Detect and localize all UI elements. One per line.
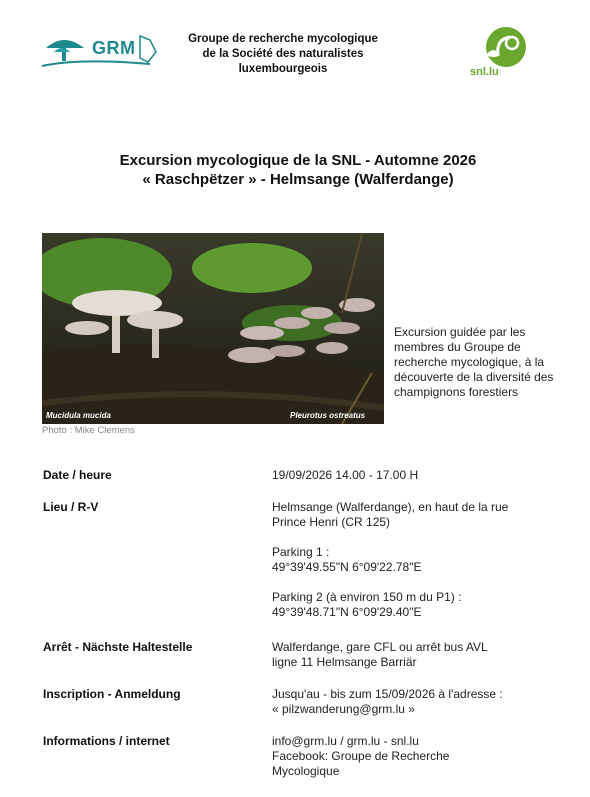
inscription-value	[272, 687, 552, 717]
intro-text: Excursion guidée par les membres du Groupe de recherche mycologique, à la découverte de la diversité des champignons forestiers	[394, 325, 554, 399]
lieu-line-1: Helmsange (Walferdange), en haut de la rue	[272, 500, 509, 514]
mushroom-illustration	[42, 233, 384, 424]
org-line-2: de la Société des naturalistes	[202, 48, 364, 60]
date-value: 19/09/2026 14.00 - 17.00 H	[272, 468, 419, 482]
lieu-label: Lieu / R-V	[43, 500, 99, 514]
infos-label: Informations / internet	[43, 734, 170, 748]
page-title	[40, 151, 556, 189]
inscription-line-1: Jusqu'au - bis zum 15/09/2026 à l'adresse :	[272, 687, 503, 701]
infos-value	[272, 734, 552, 779]
arret-line-1: Walferdange, gare CFL ou arrêt bus AVL	[272, 640, 488, 654]
parking2-coords: 49°39'48.71"N 6°09'29.40"E	[272, 605, 422, 619]
snl-logo-text: snl.lu	[470, 66, 499, 78]
inscription-label: Inscription - Anmeldung	[43, 687, 181, 701]
lieu-line-2: Prince Henri (CR 125)	[272, 515, 391, 529]
arret-line-2: ligne 11 Helmsange Barriär	[272, 655, 417, 669]
infos-facebook-line-2: Mycologique	[272, 764, 340, 778]
photo-caption-mucidula: Mucidula mucida	[46, 411, 111, 420]
lieu-value	[272, 500, 552, 620]
inscription-email[interactable]: « pilzwanderung@grm.lu »	[272, 702, 415, 716]
photo-credit: Photo : Mike Clemens	[42, 425, 135, 436]
parking1-label: Parking 1 :	[272, 545, 330, 559]
date-label: Date / heure	[43, 468, 112, 482]
arret-label: Arrêt - Nächste Haltestelle	[43, 640, 193, 654]
parking1-coords: 49°39'49.55"N 6°09'22.78"E	[272, 560, 422, 574]
infos-links[interactable]: info@grm.lu / grm.lu - snl.lu	[272, 734, 419, 748]
org-line-3: luxembourgeois	[238, 63, 328, 75]
title-line-1: Excursion mycologique de la SNL - Automne 2026	[119, 152, 477, 169]
infos-facebook-line-1: Facebook: Groupe de Recherche	[272, 749, 450, 763]
photo-caption-pleurotus: Pleurotus ostreatus	[290, 411, 366, 420]
arret-value	[272, 640, 552, 670]
grm-logo-text: GRM	[92, 38, 136, 58]
organization-name	[168, 32, 398, 77]
org-line-1: Groupe de recherche mycologique	[188, 33, 378, 45]
parking2-label: Parking 2 (à environ 150 m du P1) :	[272, 590, 462, 604]
mushroom-photo	[42, 233, 384, 424]
title-line-2: « Raschpëtzer » - Helmsange (Walferdange)	[142, 171, 454, 188]
